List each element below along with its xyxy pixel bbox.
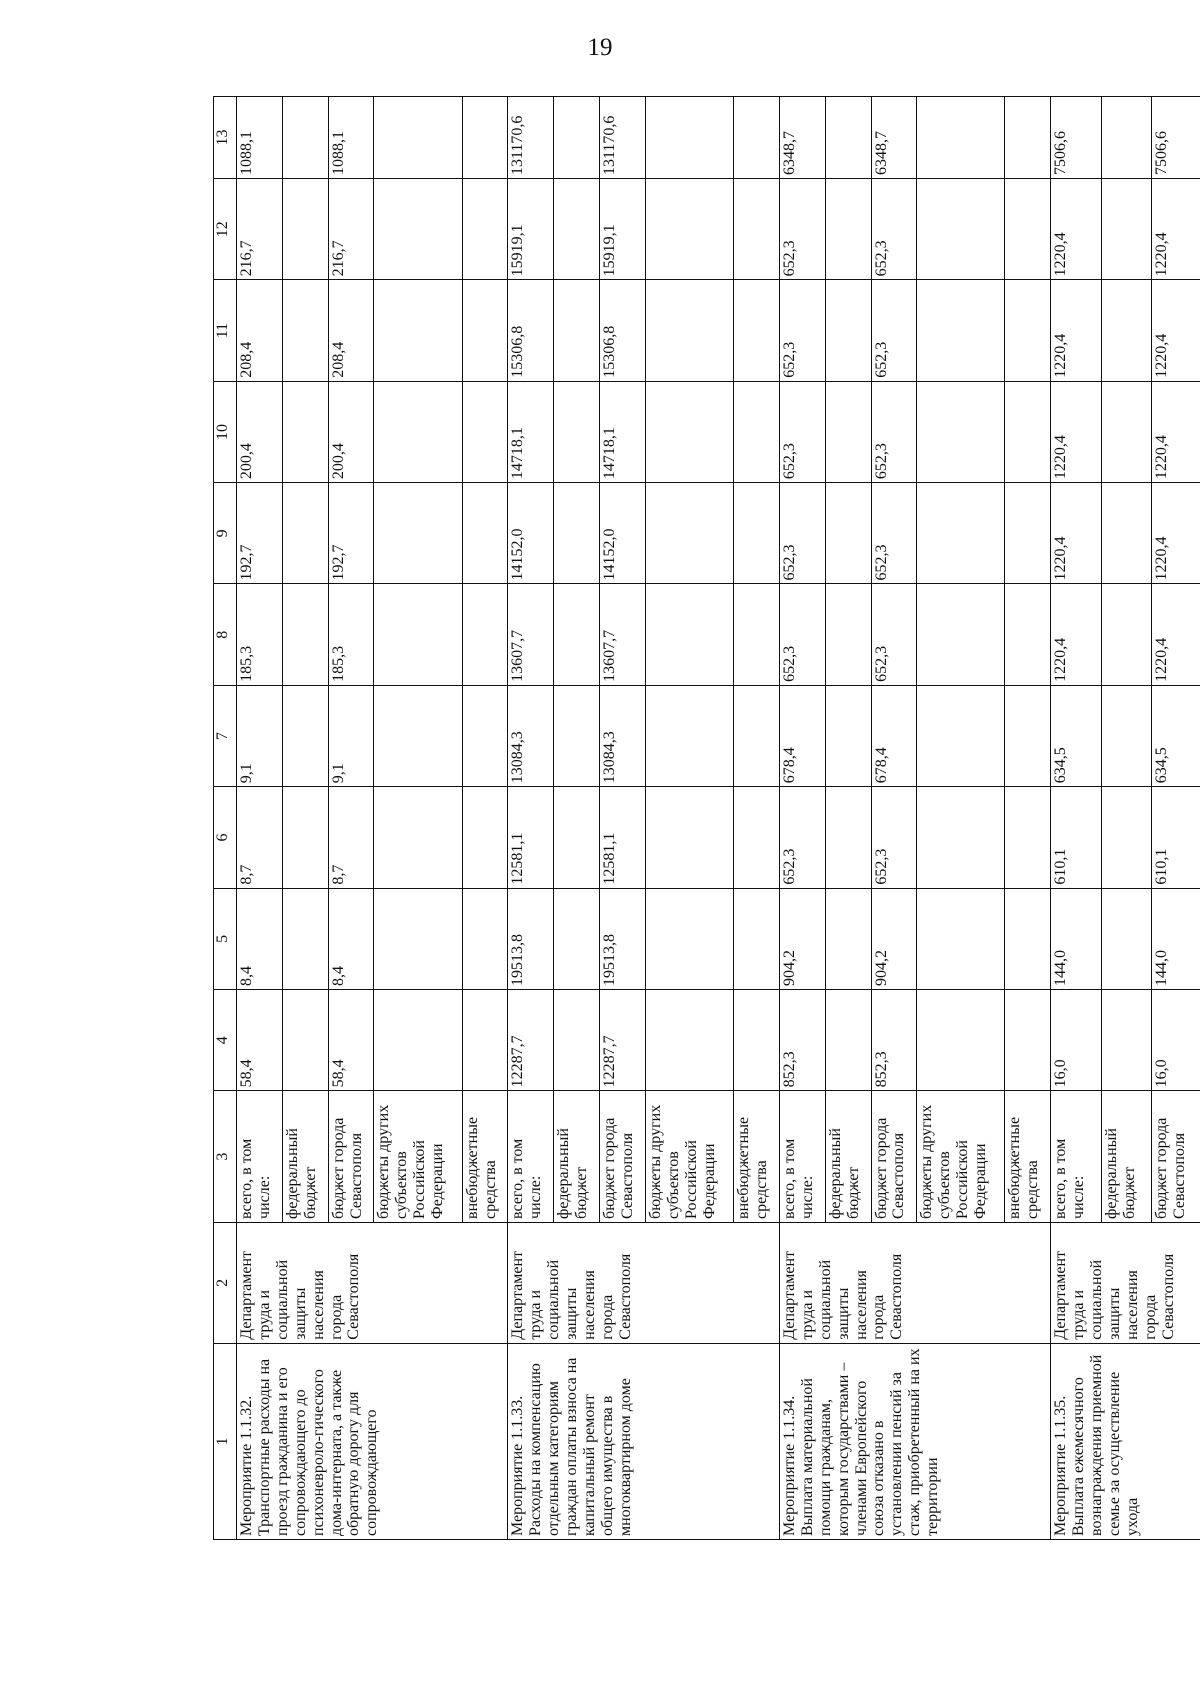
value-cell <box>554 280 600 381</box>
column-number-cell: 12 <box>214 179 237 280</box>
value-cell: 8,4 <box>328 888 374 989</box>
value-cell: 652,3 <box>779 381 825 482</box>
value-cell <box>282 990 328 1091</box>
value-cell <box>554 179 600 280</box>
value-cell: 16,0 <box>1152 990 1200 1091</box>
value-cell: 15306,8 <box>508 280 554 381</box>
value-cell <box>374 381 462 482</box>
responsible-cell: Департамент труда и социальной защиты населения города Севастополя <box>1051 1222 1200 1343</box>
value-cell: 652,3 <box>871 280 917 381</box>
responsible-cell: Департамент труда и социальной защиты населения города Севастополя <box>508 1222 779 1343</box>
column-number-cell: 7 <box>214 685 237 786</box>
value-cell <box>554 888 600 989</box>
value-cell <box>1101 483 1152 584</box>
table-row <box>779 97 825 1540</box>
value-cell: 8,4 <box>237 888 283 989</box>
value-cell: 678,4 <box>779 685 825 786</box>
value-cell <box>1005 787 1051 888</box>
value-cell: 144,0 <box>1051 888 1102 989</box>
value-cell: 13084,3 <box>600 685 646 786</box>
value-cell <box>734 990 780 1091</box>
value-cell <box>282 179 328 280</box>
column-number-cell: 9 <box>214 483 237 584</box>
value-cell <box>1005 97 1051 179</box>
value-cell: 678,4 <box>871 685 917 786</box>
value-cell <box>917 787 1005 888</box>
value-cell: 58,4 <box>328 990 374 1091</box>
value-cell <box>917 97 1005 179</box>
value-cell: 904,2 <box>871 888 917 989</box>
page-number: 19 <box>587 34 613 61</box>
value-cell <box>825 179 871 280</box>
value-cell <box>1005 584 1051 685</box>
value-cell: 16,0 <box>1051 990 1102 1091</box>
value-cell <box>282 483 328 584</box>
funding-table <box>213 96 1200 1540</box>
value-cell <box>734 97 780 179</box>
value-cell: 144,0 <box>1152 888 1200 989</box>
table-row <box>508 97 554 1540</box>
funding-source-cell: бюджеты других субъектов Российской Федерации <box>645 1091 733 1223</box>
value-cell <box>734 685 780 786</box>
value-cell <box>645 787 733 888</box>
value-cell <box>645 685 733 786</box>
value-cell: 19513,8 <box>508 888 554 989</box>
value-cell: 216,7 <box>237 179 283 280</box>
responsible-cell: Департамент труда и социальной защиты населения города Севастополя <box>779 1222 1050 1343</box>
value-cell: 12581,1 <box>508 787 554 888</box>
value-cell: 1220,4 <box>1051 483 1102 584</box>
value-cell <box>554 97 600 179</box>
value-cell <box>462 483 508 584</box>
value-cell <box>734 179 780 280</box>
value-cell: 14152,0 <box>600 483 646 584</box>
value-cell: 652,3 <box>779 280 825 381</box>
value-cell: 185,3 <box>237 584 283 685</box>
value-cell <box>1005 483 1051 584</box>
table-row <box>237 97 283 1540</box>
value-cell: 8,7 <box>328 787 374 888</box>
column-number-cell: 13 <box>214 97 237 179</box>
funding-source-cell: федеральный бюджет <box>825 1091 871 1223</box>
column-number-cell: 3 <box>214 1091 237 1223</box>
value-cell: 1220,4 <box>1152 584 1200 685</box>
funding-source-cell: бюджет города Севастополя <box>328 1091 374 1223</box>
value-cell <box>374 888 462 989</box>
value-cell: 6348,7 <box>871 97 917 179</box>
value-cell: 610,1 <box>1152 787 1200 888</box>
value-cell: 15919,1 <box>600 179 646 280</box>
funding-source-cell: бюджеты других субъектов Российской Федерации <box>374 1091 462 1223</box>
value-cell <box>825 888 871 989</box>
value-cell: 14718,1 <box>600 381 646 482</box>
value-cell <box>554 584 600 685</box>
rotated-table-container <box>213 96 1200 1540</box>
value-cell <box>462 584 508 685</box>
value-cell: 192,7 <box>237 483 283 584</box>
value-cell <box>1101 280 1152 381</box>
value-cell <box>645 179 733 280</box>
column-number-row <box>214 97 237 1540</box>
value-cell: 208,4 <box>237 280 283 381</box>
value-cell <box>825 381 871 482</box>
value-cell: 1088,1 <box>237 97 283 179</box>
funding-source-cell: федеральный бюджет <box>554 1091 600 1223</box>
value-cell <box>374 280 462 381</box>
value-cell: 15919,1 <box>508 179 554 280</box>
value-cell: 12581,1 <box>600 787 646 888</box>
value-cell: 1220,4 <box>1152 280 1200 381</box>
value-cell: 208,4 <box>328 280 374 381</box>
value-cell <box>462 179 508 280</box>
value-cell <box>825 990 871 1091</box>
value-cell: 9,1 <box>237 685 283 786</box>
value-cell <box>1005 888 1051 989</box>
value-cell: 1220,4 <box>1152 381 1200 482</box>
value-cell: 1220,4 <box>1051 280 1102 381</box>
funding-source-cell: федеральный бюджет <box>1101 1091 1152 1223</box>
funding-source-cell: всего, в том числе: <box>779 1091 825 1223</box>
funding-source-cell: федеральный бюджет <box>282 1091 328 1223</box>
value-cell: 1220,4 <box>1051 584 1102 685</box>
value-cell <box>374 483 462 584</box>
value-cell: 131170,6 <box>600 97 646 179</box>
column-number-cell: 2 <box>214 1222 237 1343</box>
value-cell: 7506,6 <box>1152 97 1200 179</box>
value-cell: 14152,0 <box>508 483 554 584</box>
value-cell <box>1005 685 1051 786</box>
value-cell: 652,3 <box>779 179 825 280</box>
value-cell <box>374 97 462 179</box>
event-cell: Мероприятие 1.1.33. Расходы на компенсацию отдельным категориям граждан оплаты взноса на капитальный ремонт общего имущества в многоквартирном доме <box>508 1343 779 1539</box>
value-cell: 652,3 <box>779 483 825 584</box>
value-cell: 852,3 <box>779 990 825 1091</box>
funding-source-cell: внебюджетные средства <box>734 1091 780 1223</box>
value-cell: 200,4 <box>237 381 283 482</box>
value-cell: 8,7 <box>237 787 283 888</box>
value-cell <box>917 483 1005 584</box>
value-cell <box>645 888 733 989</box>
value-cell <box>1005 990 1051 1091</box>
value-cell: 610,1 <box>1051 787 1102 888</box>
table-row <box>1051 97 1102 1540</box>
value-cell: 634,5 <box>1152 685 1200 786</box>
funding-source-cell: бюджет города Севастополя <box>871 1091 917 1223</box>
value-cell <box>554 990 600 1091</box>
value-cell <box>282 888 328 989</box>
value-cell <box>374 685 462 786</box>
value-cell <box>645 280 733 381</box>
column-number-cell: 4 <box>214 990 237 1091</box>
value-cell: 15306,8 <box>600 280 646 381</box>
value-cell <box>282 97 328 179</box>
value-cell: 852,3 <box>871 990 917 1091</box>
value-cell <box>645 584 733 685</box>
event-cell: Мероприятие 1.1.34. Выплата материальной помощи гражданам, которым государствами – членами Европейского союза отказано в установлении пенсий за стаж, приобретенный на их территории <box>779 1343 1050 1539</box>
value-cell <box>917 584 1005 685</box>
value-cell: 652,3 <box>871 381 917 482</box>
value-cell <box>734 787 780 888</box>
value-cell: 1088,1 <box>328 97 374 179</box>
value-cell <box>1005 280 1051 381</box>
funding-source-cell: всего, в том числе: <box>1051 1091 1102 1223</box>
value-cell <box>1101 179 1152 280</box>
value-cell <box>554 685 600 786</box>
value-cell: 13607,7 <box>508 584 554 685</box>
value-cell: 9,1 <box>328 685 374 786</box>
event-cell: Мероприятие 1.1.35. Выплата ежемесячного вознаграждения приемной семье за осуществление ухода <box>1051 1343 1200 1539</box>
value-cell: 1220,4 <box>1051 381 1102 482</box>
value-cell <box>825 685 871 786</box>
value-cell <box>554 787 600 888</box>
value-cell <box>1101 97 1152 179</box>
value-cell <box>917 280 1005 381</box>
value-cell: 58,4 <box>237 990 283 1091</box>
value-cell <box>374 787 462 888</box>
value-cell: 1220,4 <box>1051 179 1102 280</box>
value-cell <box>282 381 328 482</box>
value-cell <box>1101 787 1152 888</box>
column-number-cell: 8 <box>214 584 237 685</box>
value-cell: 652,3 <box>871 179 917 280</box>
value-cell <box>1101 381 1152 482</box>
value-cell: 7506,6 <box>1051 97 1102 179</box>
value-cell <box>917 381 1005 482</box>
value-cell <box>825 787 871 888</box>
value-cell <box>1005 179 1051 280</box>
value-cell <box>917 990 1005 1091</box>
value-cell <box>374 179 462 280</box>
responsible-cell: Департамент труда и социальной защиты населения города Севастополя <box>237 1222 508 1343</box>
value-cell: 19513,8 <box>600 888 646 989</box>
value-cell: 634,5 <box>1051 685 1102 786</box>
value-cell: 12287,7 <box>508 990 554 1091</box>
value-cell <box>374 584 462 685</box>
value-cell <box>462 280 508 381</box>
value-cell <box>282 280 328 381</box>
value-cell <box>462 787 508 888</box>
value-cell <box>282 584 328 685</box>
value-cell <box>734 483 780 584</box>
value-cell <box>282 685 328 786</box>
column-number-cell: 10 <box>214 381 237 482</box>
value-cell <box>1101 584 1152 685</box>
column-number-cell: 11 <box>214 280 237 381</box>
value-cell <box>645 381 733 482</box>
column-number-cell: 1 <box>214 1343 237 1539</box>
value-cell <box>462 97 508 179</box>
value-cell: 6348,7 <box>779 97 825 179</box>
event-cell: Мероприятие 1.1.32. Транспортные расходы на проезд гражданина и его сопровождающего до психоневроло-гического дома-интерната, а также обратную дорогу для сопровождающего <box>237 1343 508 1539</box>
value-cell: 192,7 <box>328 483 374 584</box>
value-cell <box>734 280 780 381</box>
value-cell: 200,4 <box>328 381 374 482</box>
value-cell: 13084,3 <box>508 685 554 786</box>
value-cell <box>825 97 871 179</box>
value-cell: 652,3 <box>779 787 825 888</box>
value-cell <box>645 97 733 179</box>
value-cell <box>825 584 871 685</box>
value-cell: 185,3 <box>328 584 374 685</box>
value-cell <box>462 990 508 1091</box>
value-cell: 14718,1 <box>508 381 554 482</box>
value-cell <box>825 483 871 584</box>
funding-source-cell: бюджет города Севастополя <box>600 1091 646 1223</box>
value-cell <box>734 584 780 685</box>
value-cell <box>554 381 600 482</box>
funding-source-cell: внебюджетные средства <box>462 1091 508 1223</box>
value-cell: 1220,4 <box>1152 483 1200 584</box>
value-cell <box>645 483 733 584</box>
funding-source-cell: бюджет города Севастополя <box>1152 1091 1200 1223</box>
value-cell: 1220,4 <box>1152 179 1200 280</box>
value-cell <box>462 381 508 482</box>
value-cell: 652,3 <box>871 787 917 888</box>
column-number-cell: 6 <box>214 787 237 888</box>
value-cell <box>1101 685 1152 786</box>
value-cell <box>645 990 733 1091</box>
value-cell: 652,3 <box>779 584 825 685</box>
value-cell <box>462 888 508 989</box>
value-cell <box>462 685 508 786</box>
value-cell: 12287,7 <box>600 990 646 1091</box>
column-number-cell: 5 <box>214 888 237 989</box>
value-cell <box>1101 990 1152 1091</box>
value-cell: 652,3 <box>871 483 917 584</box>
funding-source-cell: всего, в том числе: <box>237 1091 283 1223</box>
value-cell: 216,7 <box>328 179 374 280</box>
value-cell <box>554 483 600 584</box>
value-cell <box>917 888 1005 989</box>
value-cell: 652,3 <box>871 584 917 685</box>
value-cell <box>734 888 780 989</box>
value-cell <box>374 990 462 1091</box>
value-cell <box>825 280 871 381</box>
value-cell <box>917 179 1005 280</box>
funding-source-cell: внебюджетные средства <box>1005 1091 1051 1223</box>
value-cell: 904,2 <box>779 888 825 989</box>
value-cell <box>734 381 780 482</box>
value-cell: 13607,7 <box>600 584 646 685</box>
value-cell: 131170,6 <box>508 97 554 179</box>
value-cell <box>1005 381 1051 482</box>
value-cell <box>1101 888 1152 989</box>
funding-source-cell: всего, в том числе: <box>508 1091 554 1223</box>
value-cell <box>282 787 328 888</box>
value-cell <box>917 685 1005 786</box>
funding-source-cell: бюджеты других субъектов Российской Федерации <box>917 1091 1005 1223</box>
